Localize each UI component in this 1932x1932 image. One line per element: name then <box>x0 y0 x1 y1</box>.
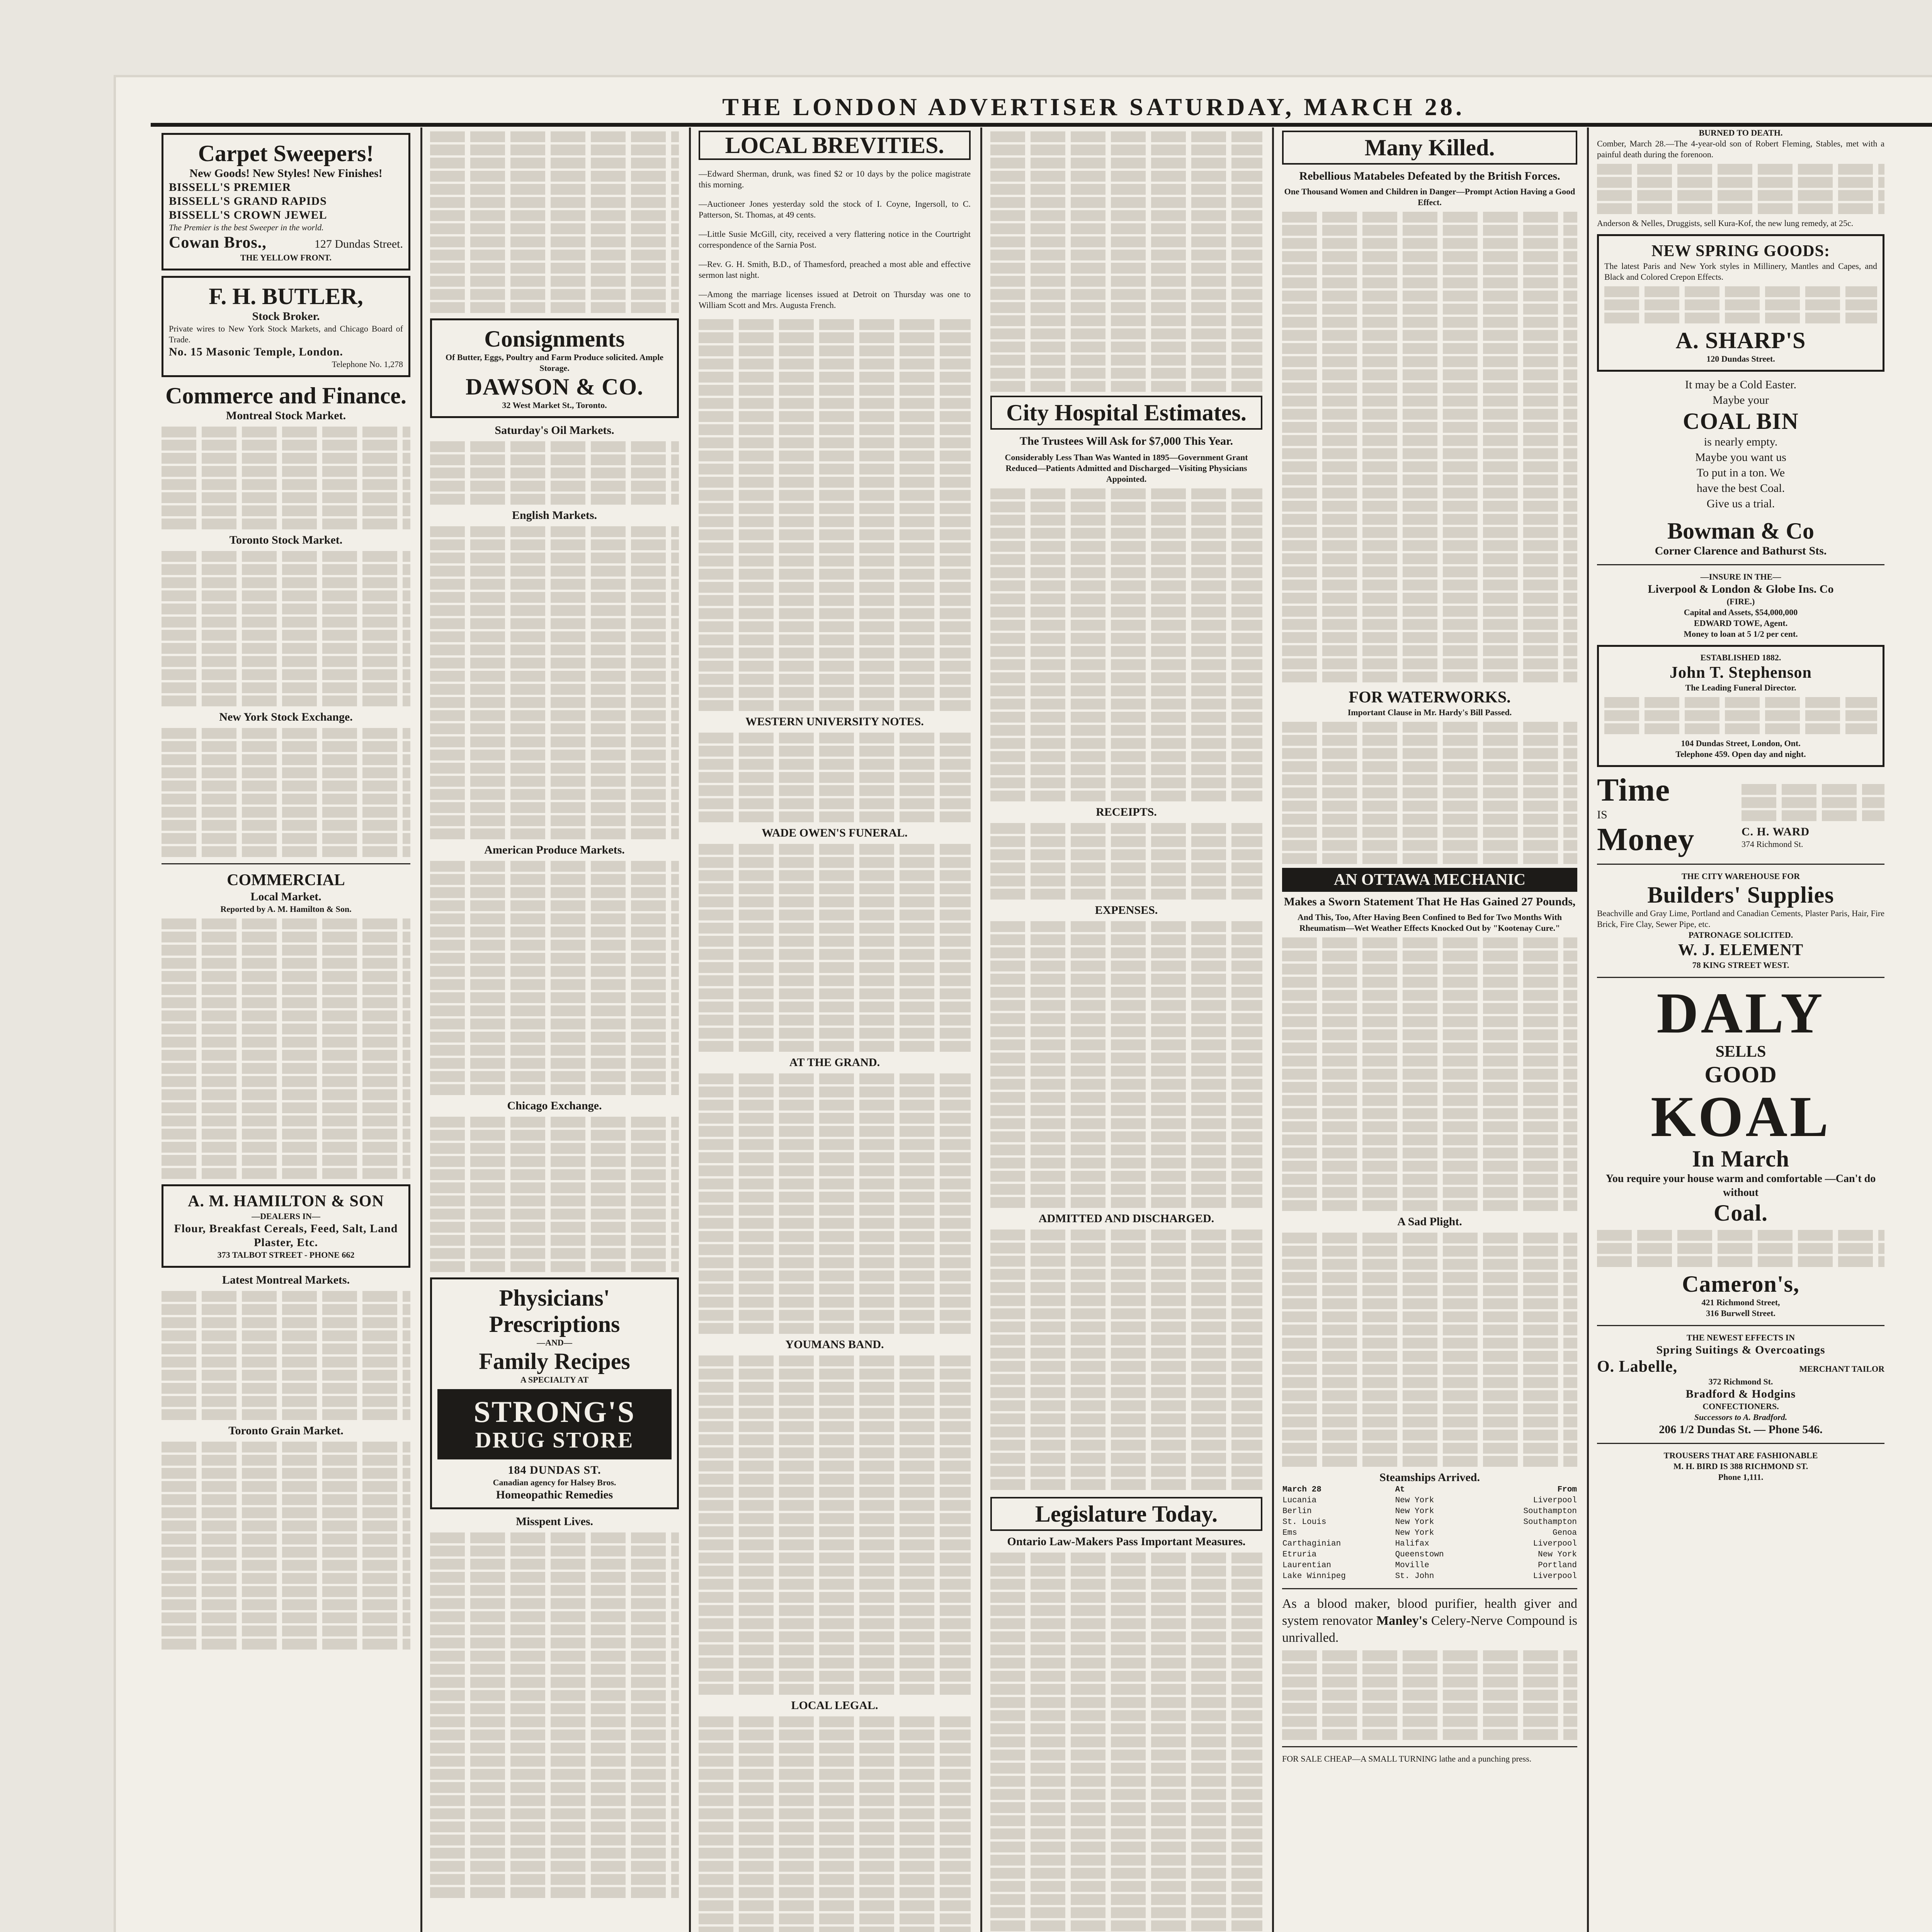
firm-phone: Telephone 459. Open day and night. <box>1675 749 1806 759</box>
table-cell: Southampton <box>1523 1518 1577 1527</box>
column-rule <box>1587 128 1589 1932</box>
article-text-placeholder <box>990 488 1262 801</box>
table-cell: New York <box>1395 1529 1434 1537</box>
bradford-successors: Successors to A. Bradford. <box>1694 1412 1787 1422</box>
section-heading: YOUMANS BAND. <box>785 1338 884 1351</box>
report-byline: Reported by A. M. Hamilton & Son. <box>220 904 352 914</box>
ad-highlight: COAL BIN <box>1683 408 1799 434</box>
news-item: —Rev. G. H. Smith, B.D., of Thamesford, preached a most able and effective sermon last night. <box>699 259 971 280</box>
cameron-name: Cameron's, <box>1682 1271 1799 1297</box>
legislature-title: Legislature Today. <box>990 1497 1262 1531</box>
table-cell: Liverpool <box>1533 1572 1577 1581</box>
article-text-placeholder <box>699 1073 971 1334</box>
news-item: —Among the marriage licenses issued at Detroit on Thursday was one to William Scott and Mrs. Augusta French. <box>699 289 971 310</box>
table-cell: St. John <box>1395 1572 1434 1581</box>
labelle-address: 372 Richmond St. <box>1708 1377 1773 1386</box>
section-heading: WESTERN UNIVERSITY NOTES. <box>745 715 924 728</box>
stock-table-placeholder <box>162 427 410 529</box>
ward-ad <box>1597 772 1884 857</box>
waterworks-title: FOR WATERWORKS. <box>1349 689 1511 706</box>
ad-address: 127 Dundas Street. <box>314 238 403 250</box>
article-text-placeholder <box>699 1716 971 1932</box>
element-name: W. J. ELEMENT <box>1678 941 1804 959</box>
broker-address: No. 15 Masonic Temple, London. <box>169 345 343 358</box>
hospital-title: City Hospital Estimates. <box>990 396 1262 430</box>
ad-title: Carpet Sweepers! <box>198 141 374 166</box>
article-text-placeholder <box>1597 164 1884 214</box>
killed-deck: One Thousand Women and Children in Danger—Prompt Action Having a Good Effect. <box>1284 187 1575 207</box>
bowman-address: Corner Clarence and Bathurst Sts. <box>1655 544 1827 557</box>
table-row <box>1282 1528 1577 1539</box>
labelle-role: MERCHANT TAILOR <box>1799 1364 1884 1374</box>
killed-subtitle: Rebellious Matabeles Defeated by the British Forces. <box>1299 170 1560 182</box>
ad-title: Physicians' Prescriptions <box>489 1285 620 1337</box>
labelle-name: O. Labelle, <box>1597 1358 1678 1376</box>
section-heading: COMMERCIAL <box>227 871 345 889</box>
table-cell: Southampton <box>1523 1507 1577 1516</box>
ad-and: —AND— <box>537 1338 572 1347</box>
table-cell: New York <box>1395 1518 1434 1527</box>
testimonial-placeholder <box>1282 1650 1577 1740</box>
article-text-placeholder <box>699 733 971 822</box>
steamships-table <box>1282 1485 1577 1582</box>
table-cell: Queenstown <box>1395 1550 1444 1559</box>
section-heading: Toronto Grain Market. <box>228 1424 344 1437</box>
strongs-drug-store-ad <box>430 1277 679 1509</box>
section-title: Commerce and Finance. <box>165 383 406 408</box>
firm-name: John T. Stephenson <box>1670 664 1812 682</box>
strongs-logo <box>437 1389 672 1459</box>
bradford-role: CONFECTIONERS. <box>1702 1401 1779 1411</box>
table-cell: Carthaginian <box>1282 1539 1341 1548</box>
table-cell: Liverpool <box>1533 1496 1577 1505</box>
time-word: Time <box>1597 772 1670 808</box>
stock-table-placeholder <box>162 551 410 706</box>
table-row <box>1282 1517 1577 1528</box>
element-address: 78 KING STREET WEST. <box>1692 960 1789 970</box>
section-heading: Latest Montreal Markets. <box>222 1274 350 1286</box>
section-heading: Local Market. <box>250 890 321 903</box>
hospital-subtitle: The Trustees Will Ask for $7,000 This Year. <box>1019 435 1233 447</box>
section-heading: BURNED TO DEATH. <box>1699 128 1783 138</box>
firm-role: The Leading Funeral Director. <box>1685 683 1796 692</box>
ottawa-title: AN OTTAWA MECHANIC <box>1282 868 1577 892</box>
koal-text: You require your house warm and comfortable —Can't do without <box>1605 1173 1876 1199</box>
established: ESTABLISHED 1882. <box>1700 653 1781 662</box>
trousers-heading: TROUSERS THAT ARE FASHIONABLE <box>1663 1451 1818 1460</box>
stephenson-ad <box>1597 645 1884 767</box>
market-text-placeholder <box>430 526 679 839</box>
ad-homeo: Homeopathic Remedies <box>496 1488 613 1501</box>
for-sale-notice: FOR SALE CHEAP—A SMALL TURNING lathe and a punching press. <box>1282 1754 1532 1764</box>
ad-line: BISSELL'S GRAND RAPIDS <box>169 195 327 207</box>
column-rule <box>420 128 422 1932</box>
warehouse-title: Builders' Supplies <box>1647 882 1834 908</box>
table-cell: Genoa <box>1552 1529 1577 1537</box>
table-row <box>1282 1560 1577 1571</box>
good-word: GOOD <box>1704 1062 1777 1087</box>
market-text-placeholder <box>430 131 679 313</box>
section-heading: AT THE GRAND. <box>789 1056 880 1069</box>
article-text: Comber, March 28.—The 4-year-old son of Robert Fleming, Stables, met with a painful death during the forenoon. <box>1597 139 1884 159</box>
section-heading: American Produce Markets. <box>484 844 625 856</box>
table-cell: Moville <box>1395 1561 1429 1570</box>
coal-word: Coal. <box>1714 1200 1768 1226</box>
table-placeholder <box>990 921 1262 1208</box>
column-rule <box>1272 128 1274 1932</box>
ad-line: To put in a ton. We <box>1696 466 1785 479</box>
daly-word: DALY <box>1656 981 1825 1045</box>
ad-line: have the best Coal. <box>1696 482 1785 495</box>
column-rule <box>980 128 982 1932</box>
manley-name: Manley's <box>1376 1614 1428 1628</box>
market-text-placeholder <box>162 918 410 1179</box>
ad-line: Give us a trial. <box>1706 497 1775 510</box>
bradford-address: 206 1/2 Dundas St. — Phone 546. <box>1659 1423 1823 1436</box>
insurance-agent: EDWARD TOWE, Agent. <box>1694 618 1788 628</box>
section-heading: A Sad Plight. <box>1397 1215 1462 1228</box>
ward-name: C. H. WARD <box>1742 825 1810 838</box>
section-heading: RECEIPTS. <box>1096 806 1157 818</box>
cameron-address: 421 Richmond Street, <box>1701 1298 1780 1307</box>
carpet-sweepers-ad <box>162 133 410 270</box>
ad-line: Maybe you want us <box>1695 451 1786 464</box>
bird-name: M. H. BIRD IS 388 RICHMOND ST. <box>1673 1461 1808 1471</box>
table-header: From <box>1557 1485 1577 1494</box>
table-row <box>1282 1571 1577 1582</box>
table-cell: Portland <box>1538 1561 1577 1570</box>
table-cell: New York <box>1395 1507 1434 1516</box>
article-text-placeholder <box>699 1355 971 1695</box>
table-cell: Halifax <box>1395 1539 1429 1548</box>
ad-address: 184 DUNDAS ST. <box>508 1464 601 1476</box>
news-item: —Auctioneer Jones yesterday sold the stock of I. Coyne, Ingersoll, to C. Patterson, St. Thomas, at 49 cents. <box>699 199 971 219</box>
firm-address: 104 Dundas Street, London, Ont. <box>1681 738 1801 748</box>
butler-ad <box>162 276 410 377</box>
news-item: —Little Susie McGill, city, received a very flattering notice in the Courtright correspondence of the Sarnia Post. <box>699 229 971 250</box>
local-brevities-title: LOCAL BREVITIES. <box>699 131 971 160</box>
warehouse-heading: THE CITY WAREHOUSE FOR <box>1681 871 1800 881</box>
insurance-money: Money to loan at 5 1/2 per cent. <box>1684 629 1798 639</box>
logo-line: STRONG'S <box>473 1395 636 1429</box>
table-cell: Lake Winnipeg <box>1282 1572 1346 1581</box>
section-heading: Montreal Stock Market. <box>226 409 346 422</box>
column-5 <box>1275 128 1584 1932</box>
insurance-capital: Capital and Assets, $54,000,000 <box>1684 607 1798 617</box>
ad-text: The latest Paris and New York styles in Millinery, Mantles and Capes, and Black and Colored Crepon Effects. <box>1604 261 1877 282</box>
masthead: THE LONDON ADVERTISER SATURDAY, MARCH 28. <box>722 93 1465 121</box>
sells-word: SELLS <box>1715 1043 1766 1061</box>
section-heading: WADE OWEN'S FUNERAL. <box>762 827 908 839</box>
table-row <box>1282 1549 1577 1560</box>
ad-firm: Cowan Bros., <box>169 234 267 252</box>
coal-bin-ad <box>1597 377 1884 512</box>
section-heading: English Markets. <box>512 509 597 522</box>
table-header: March 28 <box>1282 1485 1321 1494</box>
table-cell: Etruria <box>1282 1550 1317 1559</box>
ad-address: 120 Dundas Street. <box>1706 354 1775 364</box>
news-item: —Edward Sherman, drunk, was fined $2 or 10 days by the police magistrate this morning. <box>699 169 971 189</box>
patronage-text: PATRONAGE SOLICITED. <box>1688 930 1793 940</box>
table-row <box>1282 1495 1577 1506</box>
ad-firm: A. SHARP'S <box>1675 328 1806 353</box>
ad-line: is nearly empty. <box>1704 435 1778 448</box>
manley-text: As a blood maker, blood purifier, health giver and system renovator <box>1282 1597 1577 1628</box>
section-heading: Saturday's Oil Markets. <box>495 424 614 437</box>
consignments-ad <box>430 318 679 418</box>
ad-line: BISSELL'S CROWN JEWEL <box>169 209 327 221</box>
table-cell: Lucania <box>1282 1496 1317 1505</box>
broker-phone: Telephone No. 1,278 <box>332 359 403 369</box>
logo-line: DRUG STORE <box>475 1427 634 1452</box>
article-text-placeholder <box>1282 722 1577 864</box>
ad-line: It may be a Cold Easter. <box>1685 378 1797 391</box>
article-text-placeholder <box>990 131 1262 392</box>
manley-text: Celery-Nerve Compound is unrivalled. <box>1282 1614 1578 1645</box>
market-text-placeholder <box>162 1442 410 1650</box>
broker-role: Stock Broker. <box>252 310 320 323</box>
article-text-placeholder <box>1282 937 1577 1211</box>
ad-subtitle: New Goods! New Styles! New Finishes! <box>189 167 383 180</box>
table-cell: St. Louis <box>1282 1518 1327 1527</box>
ad-agency: Canadian agency for Halsey Bros. <box>493 1478 616 1487</box>
table-placeholder <box>990 823 1262 900</box>
column-1 <box>155 128 417 1932</box>
section-heading: ADMITTED AND DISCHARGED. <box>1038 1212 1214 1225</box>
firm-name: A. M. HAMILTON & SON <box>188 1192 384 1210</box>
column-rule <box>689 128 691 1932</box>
dealers-label: —DEALERS IN— <box>252 1211 320 1221</box>
article-text-placeholder <box>1282 1233 1577 1467</box>
article-text-placeholder <box>1282 212 1577 682</box>
column-4 <box>983 128 1269 1932</box>
ad-title: NEW SPRING GOODS: <box>1651 242 1830 260</box>
ad-front: THE YELLOW FRONT. <box>240 253 332 262</box>
insurance-fire: (FIRE.) <box>1726 597 1755 606</box>
stock-table-placeholder <box>162 728 410 857</box>
section-heading: EXPENSES. <box>1095 904 1158 917</box>
table-cell: Ems <box>1282 1529 1297 1537</box>
section-heading: New York Stock Exchange. <box>219 711 353 723</box>
bowman-name: Bowman & Co <box>1667 518 1814 544</box>
ad-firm: DAWSON & CO. <box>465 374 644 400</box>
insurance-name: Liverpool & London & Globe Ins. Co <box>1648 583 1834 595</box>
legislature-subtitle: Ontario Law-Makers Pass Important Measures. <box>1007 1535 1246 1548</box>
broker-text: Private wires to New York Stock Markets, and Chicago Board of Trade. <box>169 324 403 344</box>
masthead-rule <box>151 123 1932 127</box>
table-cell: Liverpool <box>1533 1539 1577 1548</box>
table-header-row <box>1282 1485 1577 1495</box>
newest-heading: THE NEWEST EFFECTS IN <box>1686 1333 1795 1342</box>
column-2 <box>423 128 686 1932</box>
bradford-name: Bradford & Hodgins <box>1685 1388 1796 1400</box>
is-word: IS <box>1597 808 1607 821</box>
ad-specialty: A SPECIALTY AT <box>520 1375 589 1384</box>
section-heading: Toronto Stock Market. <box>229 534 343 546</box>
hamilton-ad <box>162 1184 410 1268</box>
ad-line: Maybe your <box>1713 394 1769 406</box>
table-row <box>1282 1506 1577 1517</box>
goods-list: Flour, Breakfast Cereals, Feed, Salt, Land Plaster, Etc. <box>174 1222 398 1249</box>
ward-address: 374 Richmond St. <box>1742 839 1803 849</box>
table-header: At <box>1395 1485 1405 1494</box>
table-cell: New York <box>1538 1550 1577 1559</box>
ad-address: 32 West Market St., Toronto. <box>502 400 607 410</box>
bird-phone: Phone 1,111. <box>1718 1472 1764 1482</box>
ad-title: Consignments <box>484 326 625 352</box>
suitings-title: Spring Suitings & Overcoatings <box>1656 1344 1825 1356</box>
cameron-address: 316 Burwell Street. <box>1706 1308 1776 1318</box>
article-text-placeholder <box>699 844 971 1052</box>
insurance-heading: —INSURE IN THE— <box>1700 572 1781 582</box>
ad-family: Family Recipes <box>479 1349 630 1374</box>
column-3 <box>692 128 978 1932</box>
ad-note: The Premier is the best Sweeper in the world. <box>169 223 324 232</box>
article-text-placeholder <box>430 1532 679 1898</box>
koal-word: KOAL <box>1651 1085 1831 1149</box>
article-text-placeholder <box>699 319 971 711</box>
waterworks-subtitle: Important Clause in Mr. Hardy's Bill Passed. <box>1347 707 1512 717</box>
broker-name: F. H. BUTLER, <box>209 284 363 309</box>
market-text-placeholder <box>430 441 679 505</box>
druggist-notice: Anderson & Nelles, Druggists, sell Kura-Kof, the new lung remedy, at 25c. <box>1597 218 1854 228</box>
table-cell: Berlin <box>1282 1507 1312 1516</box>
killed-title: Many Killed. <box>1282 131 1577 165</box>
hospital-deck: Considerably Less Than Was Wanted in 1895—Government Grant Reduced—Patients Admitted and Discharged—Visiting Physicians Appointed. <box>1005 452 1248 484</box>
article-text-placeholder <box>990 1553 1262 1932</box>
article-text-placeholder <box>990 1230 1262 1490</box>
section-heading: LOCAL LEGAL. <box>791 1699 878 1712</box>
money-word: Money <box>1597 821 1695 857</box>
ottawa-subtitle: Makes a Sworn Statement That He Has Gained 27 Pounds, <box>1284 895 1576 908</box>
market-text-placeholder <box>162 1291 410 1420</box>
market-table-placeholder <box>430 1117 679 1272</box>
ottawa-deck: And This, Too, After Having Been Confined to Bed for Two Months With Rheumatism—Wet Weather Effects Knocked Out by "Kootenay Cure." <box>1297 912 1562 933</box>
column-6 <box>1590 128 1891 1932</box>
table-cell: New York <box>1395 1496 1434 1505</box>
section-heading: Misspent Lives. <box>515 1515 593 1528</box>
sharp-ad <box>1597 234 1884 372</box>
warehouse-text: Beachville and Gray Lime, Portland and Canadian Cements, Plaster Paris, Hair, Fire Brick, Fire Clay, Sewer Pipe, etc. <box>1597 908 1884 929</box>
table-row <box>1282 1539 1577 1549</box>
market-text-placeholder <box>430 861 679 1095</box>
table-cell: Laurentian <box>1282 1561 1332 1570</box>
section-heading: Steamships Arrived. <box>1379 1471 1480 1484</box>
manley-ad <box>1282 1595 1577 1646</box>
firm-address: 373 TALBOT STREET - PHONE 662 <box>217 1250 355 1260</box>
in-march: In March <box>1692 1146 1789 1172</box>
ad-line: BISSELL'S PREMIER <box>169 181 291 194</box>
section-heading: Chicago Exchange. <box>507 1099 602 1112</box>
ad-text: Of Butter, Eggs, Poultry and Farm Produce solicited. Ample Storage. <box>445 352 664 373</box>
